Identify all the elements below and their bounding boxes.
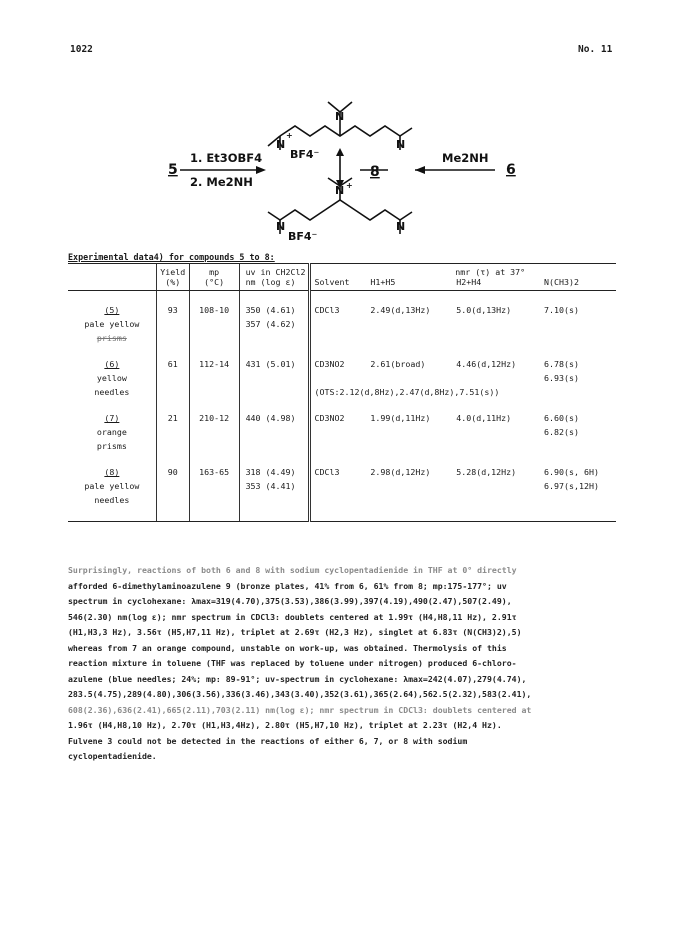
- nch3-cell: 6.90(s, 6H): [544, 467, 599, 477]
- uv-unit: nm (log ε): [239, 277, 309, 291]
- reaction-scheme: [150, 90, 570, 250]
- h2h4-header: H2+H4: [454, 277, 536, 291]
- table-row: [68, 345, 616, 371]
- h1h5-cell: 1.99(d,11Hz): [370, 413, 431, 423]
- body-line: Surprisingly, reactions of both 6 and 8 with sodium cyclopentadienide in THF at 0° directly: [68, 565, 517, 575]
- body-line: azulene (blue needles; 24%; mp: 89-91°; uv-spectrum in cyclohexane: λmax=242(4.07),279(4.74),: [68, 673, 527, 684]
- body-line: 1.96τ (H4,H8,10 Hz), 2.70τ (H1,H3,4Hz), 2.80τ (H5,H7,10 Hz), triplet at 2.23τ (H2,4 Hz).: [68, 720, 502, 730]
- nmr-header: nmr (τ) at 37°: [364, 264, 616, 278]
- uv-cell: 431 (5.01): [239, 345, 309, 371]
- reagent-step-2: 2. Me2NH: [190, 175, 253, 189]
- body-line: spectrum in cyclohexane: λmax=319(4.70),375(3.53),386(3.99),397(4.19),490(2.47),507(2.49),: [68, 596, 512, 606]
- mp-cell: 210-12: [189, 399, 239, 425]
- compound-desc: orange: [96, 427, 127, 437]
- h1h5-header: H1+H5: [364, 277, 454, 291]
- uv-cell: 440 (4.98): [239, 399, 309, 425]
- solvent-cell: CD3NO2: [309, 399, 364, 425]
- compound-desc: pale yellow: [84, 481, 140, 491]
- svg-text:N: N: [396, 220, 406, 233]
- body-line: (H1,H3,3 Hz), 3.56τ (H5,H7,11 Hz), triplet at 2.69τ (H2,3 Hz), singlet at 6.83τ (N(CH3)2),5): [68, 627, 522, 637]
- mp-unit: (°C): [189, 277, 239, 291]
- body-line: reaction mixture in toluene (THF was replaced by toluene under nitrogen) produced 6-chloro-: [68, 658, 517, 668]
- yield-cell: 93: [156, 291, 189, 318]
- svg-text:+: +: [286, 131, 293, 140]
- h1h5-cell: 2.98(d,12Hz): [370, 467, 431, 477]
- reagent-right: Me2NH: [442, 151, 489, 165]
- compound-desc: pale yellow: [84, 319, 140, 329]
- experimental-data-table: [68, 263, 616, 522]
- yield-cell: 90: [156, 453, 189, 479]
- table-row: [68, 439, 616, 453]
- mp-cell: 108-10: [189, 291, 239, 318]
- nch3-cell-2: 6.93(s): [544, 373, 580, 383]
- compound-id: (6): [104, 359, 120, 369]
- compound-id: (7): [104, 413, 120, 423]
- table-row: [68, 479, 616, 493]
- solvent-cell: CDCl3: [309, 291, 364, 318]
- counterion-bottom: BF4⁻: [288, 230, 318, 243]
- yield-header: Yield: [156, 264, 189, 278]
- uv-cell: 318 (4.49): [239, 453, 309, 479]
- compound-form: needles: [68, 493, 156, 522]
- table-row: [68, 317, 616, 331]
- journal-issue: No. 11: [578, 44, 613, 55]
- nch3-header: N(CH3)2: [536, 277, 616, 291]
- table-row: [68, 399, 616, 425]
- compound-desc: yellow: [96, 373, 127, 383]
- solvent-cell: CD3NO2: [309, 345, 364, 371]
- body-line: 608(2.36),636(2.41),665(2.11),703(2.11) nm(log ε); nmr spectrum in CDCl3: doublets centered at: [68, 704, 532, 715]
- compound-id: (8): [104, 467, 120, 477]
- body-line: 283.5(4.75),289(4.80),306(3.56),336(3.46),343(3.40),352(3.61),365(2.64),562.5(2.32),583(2.41),: [68, 689, 532, 699]
- compound-5-label: 5: [168, 162, 178, 178]
- nch3-cell: 6.78(s): [544, 359, 580, 369]
- body-line: cyclopentadienide.: [68, 751, 157, 761]
- uv-header: uv in CH2Cl2: [239, 264, 309, 278]
- mp-cell: 112-14: [189, 345, 239, 371]
- compound-header: [68, 264, 156, 278]
- compound-6-label: 6: [506, 162, 516, 178]
- uv-cell-2: 353 (4.41): [239, 479, 309, 493]
- h1h5-cell: 2.61(broad): [370, 359, 426, 369]
- table-caption: Experimental data4) for compounds 5 to 8:: [68, 252, 275, 262]
- table-row: [68, 493, 616, 522]
- h2h4-cell: 5.28(d,12Hz): [456, 467, 517, 477]
- solvent-header-spacer: [309, 264, 364, 278]
- compound-form: prisms: [96, 441, 127, 451]
- svg-text:+: +: [346, 181, 353, 190]
- solvent-cell: CDCl3: [309, 453, 364, 479]
- body-line: afforded 6-dimethylaminoazulene 9 (bronze plates, 41% from 6, 61% from 8; mp:175-177°; uv: [68, 580, 507, 591]
- body-paragraph: [68, 563, 624, 765]
- svg-text:N: N: [335, 184, 345, 197]
- table-row: [68, 291, 616, 318]
- yield-cell: 21: [156, 399, 189, 425]
- compound-header-sub: [68, 277, 156, 291]
- h2h4-cell: 4.0(d,11Hz): [456, 413, 512, 423]
- uv-cell: 350 (4.61): [239, 291, 309, 318]
- svg-text:N: N: [335, 110, 345, 123]
- ots-note: (OTS:2.12(d,8Hz),2.47(d,8Hz),7.51(s)): [314, 387, 500, 397]
- experimental-data-table-section: [68, 252, 616, 522]
- table-row: [68, 385, 616, 399]
- h1h5-cell: 2.49(d,13Hz): [370, 305, 431, 315]
- nch3-cell-2: 6.82(s): [544, 427, 580, 437]
- body-line: Fulvene 3 could not be detected in the reactions of either 6, 7, or 8 with sodium: [68, 735, 468, 746]
- mp-header: mp: [189, 264, 239, 278]
- counterion-top: BF4⁻: [290, 148, 320, 161]
- svg-text:N: N: [396, 138, 406, 151]
- table-row: [68, 331, 616, 345]
- svg-text:N: N: [276, 220, 286, 233]
- table-row: [68, 425, 616, 439]
- h2h4-cell: 4.46(d,12Hz): [456, 359, 517, 369]
- yield-unit: (%): [156, 277, 189, 291]
- nch3-cell: 7.10(s): [544, 305, 580, 315]
- nch3-cell: 6.60(s): [544, 413, 580, 423]
- compound-8-label: 8: [370, 164, 380, 180]
- compound-form: prisms: [96, 333, 127, 343]
- table-row: [68, 371, 616, 385]
- reagent-step-1: 1. Et3OBF4: [190, 151, 263, 165]
- mp-cell: 163-65: [189, 453, 239, 479]
- yield-cell: 61: [156, 345, 189, 371]
- nch3-cell-2: 6.97(s,12H): [544, 481, 599, 491]
- uv-cell-2: 357 (4.62): [239, 317, 309, 331]
- svg-text:N: N: [276, 138, 286, 151]
- h2h4-cell: 5.0(d,13Hz): [456, 305, 512, 315]
- body-line: whereas from 7 an orange compound, unstable on work-up, was obtained. Thermolysis of this: [68, 642, 507, 653]
- page-number: 1022: [70, 44, 93, 55]
- compound-id: (5): [104, 305, 120, 315]
- solvent-header: Solvent: [309, 277, 364, 291]
- table-row: [68, 453, 616, 479]
- compound-form: needles: [94, 387, 130, 397]
- body-line: 546(2.30) nm(log ε); nmr spectrum in CDCl3: doublets centered at 1.99τ (H4,H8,11 Hz), 2.91τ: [68, 611, 517, 622]
